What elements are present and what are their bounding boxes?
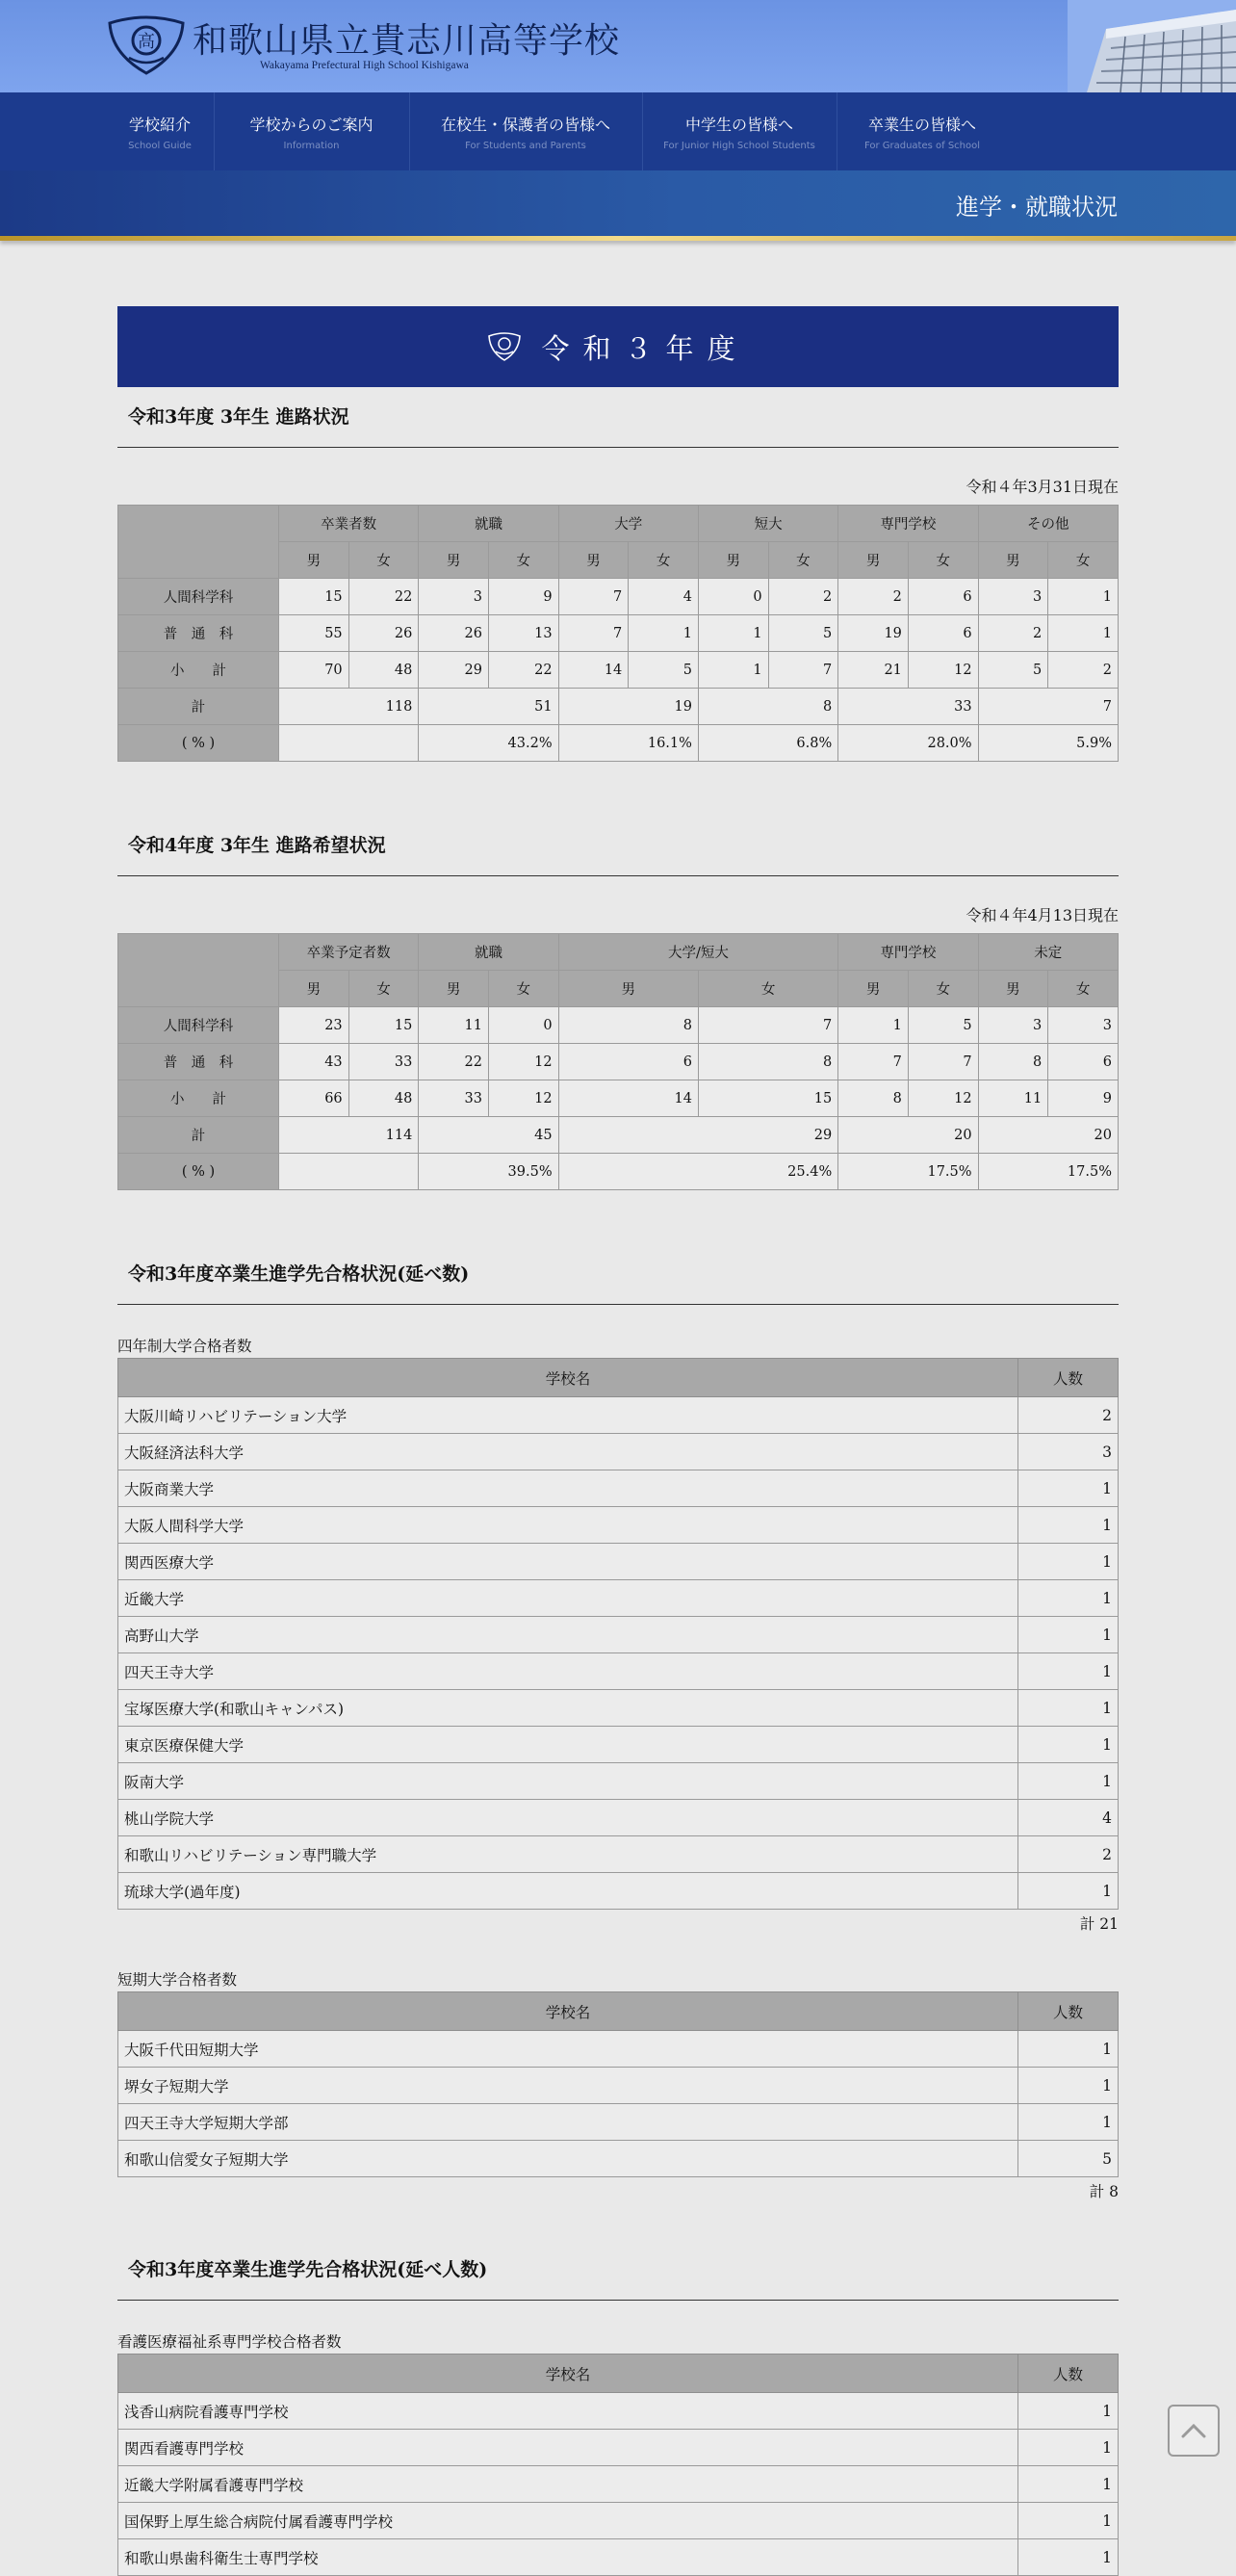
value-cell: 14 (558, 1080, 698, 1117)
value-cell: 8 (698, 1044, 837, 1080)
percent-cell: 39.5% (419, 1154, 558, 1190)
nav-sub: School Guide (128, 140, 192, 151)
value-cell: 1 (1048, 615, 1119, 652)
value-cell: 3 (978, 1007, 1048, 1044)
table-row (118, 2503, 1119, 2539)
value-cell: 6 (908, 579, 978, 615)
value-cell: 21 (838, 652, 909, 689)
school-name-cell: 大阪千代田短期大学 (118, 2031, 1018, 2068)
value-cell: 9 (488, 579, 558, 615)
value-cell: 15 (698, 1080, 837, 1117)
school-name-cell: 阪南大学 (118, 1763, 1018, 1800)
value-cell: 66 (279, 1080, 349, 1117)
table-row (118, 2430, 1119, 2466)
school-name[interactable]: 和歌山県立貴志川高等学校 (193, 21, 621, 61)
value-cell: 8 (978, 1044, 1048, 1080)
value-cell: 29 (419, 652, 489, 689)
table-caption: 看護医療福祉系専門学校合格者数 (117, 2333, 342, 2351)
female-header: 女 (1048, 542, 1119, 579)
value-cell: 6 (1048, 1044, 1119, 1080)
female-header: 女 (488, 971, 558, 1007)
count-cell: 1 (1018, 1507, 1119, 1544)
value-cell: 6 (908, 615, 978, 652)
value-cell: 12 (908, 652, 978, 689)
value-cell: 1 (698, 652, 768, 689)
value-cell: 26 (348, 615, 419, 652)
table-row (118, 2141, 1119, 2177)
school-name-cell: 大阪人間科学大学 (118, 1507, 1018, 1544)
value-cell: 3 (1048, 1007, 1119, 1044)
percent-row (118, 725, 1119, 762)
page-title-bar (0, 170, 1236, 236)
count-cell: 5 (1018, 2141, 1119, 2177)
total-cell: 29 (558, 1117, 838, 1154)
row-label: 人間科学科 (118, 1007, 279, 1044)
total-cell: 8 (698, 689, 837, 725)
value-cell: 8 (558, 1007, 698, 1044)
group-header: 就職 (419, 934, 558, 971)
career-plan-table (117, 933, 1119, 1190)
school-name-cell: 和歌山県歯科衛生士専門学校 (118, 2539, 1018, 2576)
table-row (118, 1434, 1119, 1470)
career-status-table (117, 505, 1119, 762)
row-label: 計 (118, 689, 279, 725)
percent-cell: 17.5% (978, 1154, 1118, 1190)
school-building-image (1068, 0, 1236, 92)
data-row (118, 615, 1119, 652)
data-row (118, 579, 1119, 615)
school-name-cell: 大阪経済法科大学 (118, 1434, 1018, 1470)
value-cell: 5 (768, 615, 838, 652)
value-cell: 6 (558, 1044, 698, 1080)
value-cell: 1 (698, 615, 768, 652)
school-name-cell: 四天王寺大学 (118, 1653, 1018, 1690)
female-header: 女 (1048, 971, 1119, 1007)
count-cell: 1 (1018, 1580, 1119, 1617)
school-name-cell: 和歌山リハビリテーション専門職大学 (118, 1836, 1018, 1873)
year-banner-text: 令和３年度 (541, 331, 749, 365)
data-row (118, 1007, 1119, 1044)
group-header: 卒業予定者数 (279, 934, 419, 971)
count-cell: 1 (1018, 1873, 1119, 1910)
male-header: 男 (558, 971, 698, 1007)
value-cell: 2 (978, 615, 1048, 652)
section-heading: 令和3年度卒業生進学先合格状況(延べ数) (117, 1244, 1119, 1305)
value-cell: 12 (908, 1080, 978, 1117)
value-cell: 2 (1048, 652, 1119, 689)
school-emblem-icon[interactable] (106, 15, 187, 75)
percent-cell (279, 725, 419, 762)
female-header: 女 (629, 542, 699, 579)
main-nav (0, 92, 1236, 171)
site-header (0, 0, 1236, 92)
value-cell: 15 (279, 579, 349, 615)
row-label: 小 計 (118, 1080, 279, 1117)
group-header: 卒業者数 (279, 506, 419, 542)
table-row (118, 1470, 1119, 1507)
value-cell: 0 (698, 579, 768, 615)
male-header: 男 (698, 542, 768, 579)
male-header: 男 (419, 542, 489, 579)
table-row (118, 1727, 1119, 1763)
page-title: 進学・就職状況 (956, 194, 1118, 221)
school-name-cell: 和歌山信愛女子短期大学 (118, 2141, 1018, 2177)
table-caption: 短期大学合格者数 (117, 1971, 238, 1989)
value-cell: 48 (348, 652, 419, 689)
nav-graduates[interactable] (837, 92, 1008, 170)
school-crest-icon (487, 332, 522, 361)
main-content (117, 306, 1119, 2576)
chevron-up-icon (1181, 2422, 1206, 2439)
as-of-date: 令和４年4月13日現在 (966, 906, 1119, 924)
value-cell: 7 (908, 1044, 978, 1080)
value-cell: 33 (419, 1080, 489, 1117)
value-cell: 3 (978, 579, 1048, 615)
col-count-header: 人数 (1018, 1992, 1119, 2031)
table-row (118, 1397, 1119, 1434)
corner-header (118, 934, 279, 1007)
value-cell: 7 (558, 615, 629, 652)
value-cell: 14 (558, 652, 629, 689)
value-cell: 33 (348, 1044, 419, 1080)
col-count-header: 人数 (1018, 2355, 1119, 2393)
table-row (118, 1873, 1119, 1910)
table-total: 計 21 (1079, 1915, 1119, 1933)
value-cell: 1 (629, 615, 699, 652)
count-cell: 1 (1018, 2104, 1119, 2141)
school-name-cell: 高野山大学 (118, 1617, 1018, 1653)
percent-cell: 5.9% (978, 725, 1118, 762)
nav-label: 学校紹介 (128, 115, 191, 134)
female-header: 女 (698, 971, 837, 1007)
value-cell: 23 (279, 1007, 349, 1044)
group-header: 大学 (558, 506, 698, 542)
table-row (118, 1544, 1119, 1580)
group-header: その他 (978, 506, 1118, 542)
value-cell: 1 (1048, 579, 1119, 615)
nav-school-guide[interactable] (106, 92, 215, 170)
table-row (118, 1653, 1119, 1690)
count-cell: 1 (1018, 1653, 1119, 1690)
school-name-cell: 宝塚医療大学(和歌山キャンパス) (118, 1690, 1018, 1727)
school-name-cell: 国保野上厚生総合病院付属看護専門学校 (118, 2503, 1018, 2539)
value-cell: 12 (488, 1044, 558, 1080)
scroll-to-top-button[interactable] (1168, 2405, 1220, 2457)
table-row (118, 2031, 1119, 2068)
corner-header (118, 506, 279, 579)
group-header: 短大 (698, 506, 837, 542)
male-header: 男 (279, 971, 349, 1007)
count-cell: 1 (1018, 2503, 1119, 2539)
total-cell: 114 (279, 1117, 419, 1154)
count-cell: 1 (1018, 2031, 1119, 2068)
table-row (118, 1580, 1119, 1617)
school-name-cell: 東京医療保健大学 (118, 1727, 1018, 1763)
table-row (118, 1690, 1119, 1727)
group-header: 未定 (978, 934, 1118, 971)
male-header: 男 (978, 542, 1048, 579)
value-cell: 3 (419, 579, 489, 615)
count-cell: 1 (1018, 2430, 1119, 2466)
value-cell: 26 (419, 615, 489, 652)
male-header: 男 (558, 542, 629, 579)
nav-junior-high[interactable] (642, 92, 837, 170)
value-cell: 22 (419, 1044, 489, 1080)
count-cell: 1 (1018, 1544, 1119, 1580)
group-header: 就職 (419, 506, 558, 542)
percent-row (118, 1154, 1119, 1190)
section-heading: 令和3年度 3年生 進路状況 (117, 387, 1119, 448)
count-cell: 4 (1018, 1800, 1119, 1836)
value-cell: 22 (348, 579, 419, 615)
col-school-header: 学校名 (118, 2355, 1018, 2393)
percent-cell: 28.0% (838, 725, 978, 762)
percent-cell: 17.5% (838, 1154, 978, 1190)
section-heading: 令和3年度卒業生進学先合格状況(延べ人数) (117, 2240, 1119, 2301)
total-cell: 45 (419, 1117, 558, 1154)
value-cell: 43 (279, 1044, 349, 1080)
row-label: ( % ) (118, 1154, 279, 1190)
school-name-en: Wakayama Prefectural High School Kishigawa (260, 60, 469, 71)
school-name-cell: 堺女子短期大学 (118, 2068, 1018, 2104)
nav-sub: For Graduates of School (863, 140, 981, 151)
value-cell: 8 (838, 1080, 909, 1117)
count-cell: 1 (1018, 1763, 1119, 1800)
year-banner (117, 306, 1119, 387)
row-label: 計 (118, 1117, 279, 1154)
value-cell: 1 (838, 1007, 909, 1044)
value-cell: 0 (488, 1007, 558, 1044)
col-count-header: 人数 (1018, 1359, 1119, 1397)
total-cell: 118 (279, 689, 419, 725)
value-cell: 19 (838, 615, 909, 652)
data-row (118, 652, 1119, 689)
school-name-cell: 関西医療大学 (118, 1544, 1018, 1580)
col-school-header: 学校名 (118, 1359, 1018, 1397)
male-header: 男 (978, 971, 1048, 1007)
school-name-cell: 近畿大学 (118, 1580, 1018, 1617)
col-school-header: 学校名 (118, 1992, 1018, 2031)
nav-sub: Information (283, 140, 340, 151)
school-name-cell: 浅香山病院看護専門学校 (118, 2393, 1018, 2430)
nav-label: 中学生の皆様へ (684, 115, 793, 134)
nav-sub: For Students and Parents (465, 140, 586, 151)
section-heading: 令和4年度 3年生 進路希望状況 (117, 816, 1119, 876)
total-cell: 20 (978, 1117, 1118, 1154)
nav-students-parents[interactable] (409, 92, 643, 170)
table-row (118, 1836, 1119, 1873)
male-header: 男 (838, 971, 909, 1007)
value-cell: 13 (488, 615, 558, 652)
count-cell: 1 (1018, 2466, 1119, 2503)
value-cell: 11 (978, 1080, 1048, 1117)
percent-cell: 25.4% (558, 1154, 838, 1190)
total-cell: 20 (838, 1117, 978, 1154)
table-row (118, 2104, 1119, 2141)
value-cell: 7 (558, 579, 629, 615)
female-header: 女 (488, 542, 558, 579)
school-name-cell: 大阪商業大学 (118, 1470, 1018, 1507)
value-cell: 5 (978, 652, 1048, 689)
female-header: 女 (348, 542, 419, 579)
value-cell: 5 (629, 652, 699, 689)
female-header: 女 (908, 542, 978, 579)
nav-label: 卒業生の皆様へ (867, 115, 976, 134)
male-header: 男 (279, 542, 349, 579)
total-cell: 19 (558, 689, 698, 725)
table-row (118, 1617, 1119, 1653)
percent-cell: 16.1% (558, 725, 698, 762)
count-cell: 1 (1018, 1727, 1119, 1763)
table-row (118, 2393, 1119, 2430)
svg-text:高: 高 (138, 32, 155, 52)
junior-college-table (117, 1991, 1119, 2177)
value-cell: 55 (279, 615, 349, 652)
as-of-date: 令和４年3月31日現在 (966, 478, 1119, 496)
row-label: 小 計 (118, 652, 279, 689)
table-total: 計 8 (1089, 2183, 1119, 2200)
value-cell: 4 (629, 579, 699, 615)
count-cell: 1 (1018, 1690, 1119, 1727)
count-cell: 1 (1018, 2393, 1119, 2430)
total-cell: 51 (419, 689, 558, 725)
total-cell: 33 (838, 689, 978, 725)
table-caption: 四年制大学合格者数 (117, 1338, 252, 1355)
total-cell: 7 (978, 689, 1118, 725)
count-cell: 1 (1018, 1470, 1119, 1507)
table-row (118, 1800, 1119, 1836)
data-row (118, 1080, 1119, 1117)
row-label: 人間科学科 (118, 579, 279, 615)
count-cell: 1 (1018, 2068, 1119, 2104)
school-name-cell: 関西看護専門学校 (118, 2430, 1018, 2466)
nav-label: 在校生・保護者の皆様へ (440, 115, 610, 134)
group-header: 大学/短大 (558, 934, 838, 971)
nav-label: 学校からのご案内 (249, 115, 373, 134)
value-cell: 22 (488, 652, 558, 689)
male-header: 男 (838, 542, 909, 579)
school-name-cell: 近畿大学附属看護専門学校 (118, 2466, 1018, 2503)
nav-sub: For Junior High School Students (663, 140, 815, 151)
row-label: ( % ) (118, 725, 279, 762)
row-label: 普 通 科 (118, 1044, 279, 1080)
data-row (118, 1044, 1119, 1080)
value-cell: 5 (908, 1007, 978, 1044)
value-cell: 7 (768, 652, 838, 689)
count-cell: 2 (1018, 1836, 1119, 1873)
university-table (117, 1358, 1119, 1910)
male-header: 男 (419, 971, 489, 1007)
school-name-cell: 琉球大学(過年度) (118, 1873, 1018, 1910)
female-header: 女 (908, 971, 978, 1007)
count-cell: 1 (1018, 1617, 1119, 1653)
value-cell: 9 (1048, 1080, 1119, 1117)
value-cell: 12 (488, 1080, 558, 1117)
nav-information[interactable] (214, 92, 410, 170)
count-cell: 3 (1018, 1434, 1119, 1470)
nursing-school-table (117, 2354, 1119, 2576)
table-row (118, 2068, 1119, 2104)
row-label: 普 通 科 (118, 615, 279, 652)
table-row (118, 2466, 1119, 2503)
value-cell: 70 (279, 652, 349, 689)
school-name-cell: 四天王寺大学短期大学部 (118, 2104, 1018, 2141)
school-name-cell: 大阪川崎リハビリテーション大学 (118, 1397, 1018, 1434)
group-header: 専門学校 (838, 506, 978, 542)
value-cell: 7 (698, 1007, 837, 1044)
female-header: 女 (768, 542, 838, 579)
count-cell: 1 (1018, 2539, 1119, 2576)
table-row (118, 1507, 1119, 1544)
value-cell: 2 (768, 579, 838, 615)
value-cell: 7 (838, 1044, 909, 1080)
table-row (118, 1763, 1119, 1800)
group-header: 専門学校 (838, 934, 978, 971)
value-cell: 2 (838, 579, 909, 615)
percent-cell: 43.2% (419, 725, 558, 762)
value-cell: 48 (348, 1080, 419, 1117)
gold-divider (0, 236, 1236, 241)
female-header: 女 (348, 971, 419, 1007)
total-row (118, 1117, 1119, 1154)
value-cell: 11 (419, 1007, 489, 1044)
count-cell: 2 (1018, 1397, 1119, 1434)
total-row (118, 689, 1119, 725)
percent-cell (279, 1154, 419, 1190)
value-cell: 15 (348, 1007, 419, 1044)
table-row (118, 2539, 1119, 2576)
school-name-cell: 桃山学院大学 (118, 1800, 1018, 1836)
percent-cell: 6.8% (698, 725, 837, 762)
